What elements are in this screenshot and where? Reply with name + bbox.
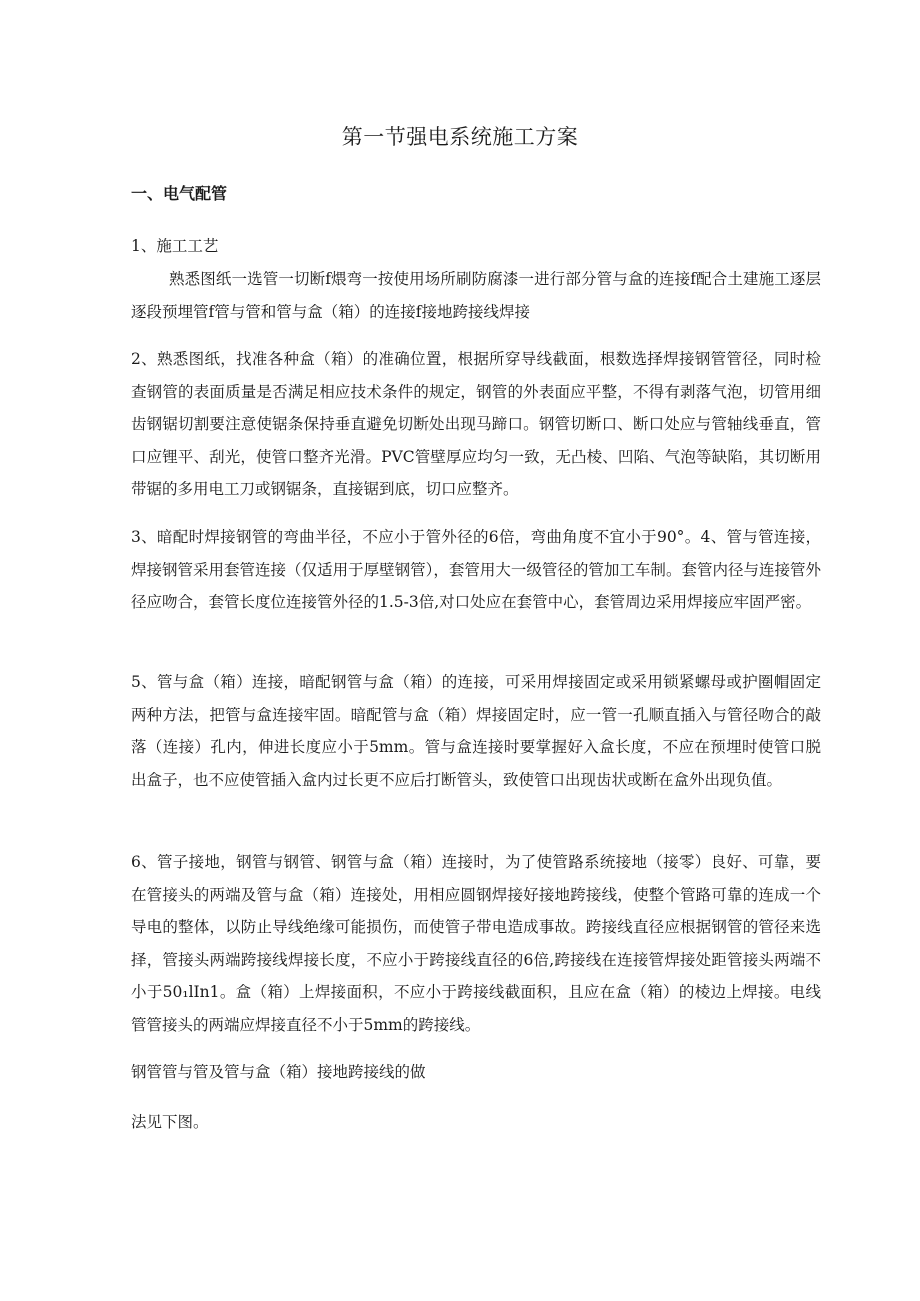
paragraph-item-3: 3、暗配时焊接钢管的弯曲半径，不应小于管外径的6倍，弯曲角度不宜小于90°。4、管与管连接，焊接钢管采用套管连接（仅适用于厚壁钢管），套管用大一级管径的管加工车制。套管内径与连接管外径应吻合，套管长度位连接管外径的1.5-3倍,对口处应在套管中心，套管周边采用焊接应牢固严密。 bbox=[131, 528, 821, 611]
paragraph-item-5: 5、管与盒（箱）连接，暗配钢管与盒（箱）的连接，可采用焊接固定或采用锁紧螺母或护圈帽固定两种方法，把管与盒连接牢固。暗配管与盒（箱）焊接固定时，应一管一孔顺直插入与管径吻合的敲落（连接）孔内，伸进长度应小于5mm。管与盒连接时要掌握好入盒长度，不应在预埋时使管口脱出盒子，也不应使管插入盒内过长更不应后打断管头，致使管口出现齿状或断在盒外出现负值。 bbox=[131, 673, 821, 789]
sub-heading: 1、施工工艺 bbox=[131, 237, 219, 255]
paragraph-item-2: 2、熟悉图纸，找准各种盒（箱）的准确位置，根据所穿导线截面，根数选择焊接钢管管径，同时检查钢管的表面质量是否满足相应技术条件的规定，钢管的外表面应平整，不得有剥落气泡，切管用细齿钢锯切割要注意使锯条保持垂直避免切断处出现马蹄口。钢管切断口、断口处应与管轴线垂直，管口应锂平、刮光，使管口整齐光滑。PVC管壁厚应均匀一致，无凸棱、凹陷、气泡等缺陷，其切断用带锯的多用电工刀或钢锯条，直接锯到底，切口应整齐。 bbox=[131, 350, 821, 498]
paragraph-item-6: 6、管子接地，钢管与钢管、钢管与盒（箱）连接时，为了使管路系统接地（接零）良好、可靠，要在管接头的两端及管与盒（箱）连接处，用相应圆钢焊接好接地跨接线，使整个管路可靠的连成一个导电的整体，以防止导线绝缘可能损伤，而使管子带电造成事故。跨接线直径应根据钢管的管径来选择，管接头两端跨接线焊接长度，不应小于跨接线直径的6倍,跨接线在连接管焊接处距管接头两端不小于50₁lIn1。盒（箱）上焊接面积，不应小于跨接线截面积，且应在盒（箱）的棱边上焊接。电线管管接头的两端应焊接直径不小于5mm的跨接线。 bbox=[131, 853, 821, 1034]
paragraph-see-below: 法见下图。 bbox=[131, 1113, 209, 1131]
paragraph-process: 熟悉图纸一选管一切断f煨弯一按使用场所刷防腐漆一进行部分管与盒的连接f配合土建施工逐层逐段预埋管f管与管和管与盒（箱）的连接f接地跨接线焊接 bbox=[131, 270, 821, 321]
page-title: 第一节强电系统施工方案 bbox=[341, 125, 579, 149]
paragraph-tail: 钢管管与管及管与盒（箱）接地跨接线的做 bbox=[131, 1063, 426, 1081]
section-heading: 一、电气配管 bbox=[131, 184, 228, 203]
